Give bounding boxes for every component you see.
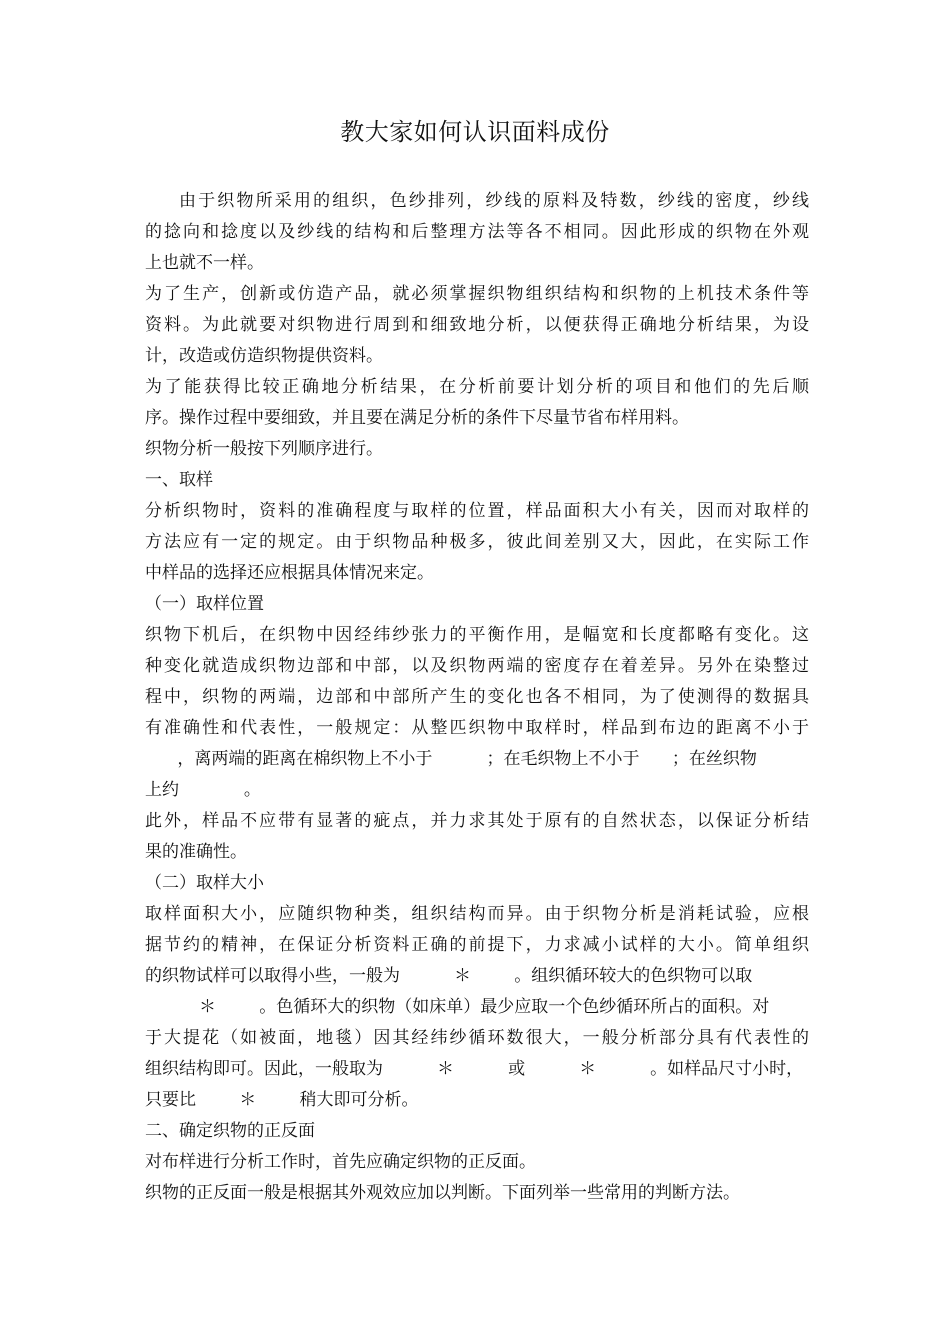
subsection-heading: （二）取样大小 [145,873,264,893]
paragraph-line: ＊ 。色循环大的织物（如床单）最少应取一个色纱循环所占的面积。对 [145,997,770,1017]
paragraph-line: 有准确性和代表性，一般规定：从整匹织物中取样时，样品到布边的距离不小于 [145,718,809,738]
paragraph-line: 方法应有一定的规定。由于织物品种极多，彼此间差别又大，因此，在实际工作 [145,532,809,552]
document-title: 教大家如何认识面料成份 [340,118,610,146]
paragraph-line: 上也就不一样。 [145,253,264,273]
paragraph-line: 计，改造或仿造织物提供资料。 [145,346,383,366]
paragraph-line: 种变化就造成织物边部和中部，以及织物两端的密度存在着差异。另外在染整过 [145,656,809,676]
paragraph-line: 据节约的精神，在保证分析资料正确的前提下，力求减小试样的大小。简单组织 [145,935,809,955]
paragraph-line: 组织结构即可。因此，一般取为 ＊ 或 ＊ 。如样品尺寸小时， [145,1059,804,1079]
paragraph-line: 资料。为此就要对织物进行周到和细致地分析，以便获得正确地分析结果，为设 [145,315,809,335]
paragraph-line: 序。操作过程中要细致，并且要在满足分析的条件下尽量节省布样用料。 [145,408,689,428]
paragraph-line: 织物的正反面一般是根据其外观效应加以判断。下面列举一些常用的判断方法。 [145,1183,740,1203]
paragraph-line: 果的准确性。 [145,842,247,862]
paragraph-line: 对布样进行分析工作时，首先应确定织物的正反面。 [145,1152,536,1172]
paragraph-line: 此外，样品不应带有显著的疵点，并力求其处于原有的自然状态，以保证分析结 [145,811,809,831]
paragraph-line: 的织物试样可以取得小些，一般为 ＊ 。组织循环较大的色织物可以取 [145,966,753,986]
paragraph-line: 分析织物时，资料的准确程度与取样的位置，样品面积大小有关，因而对取样的 [145,501,809,521]
paragraph-line: 中样品的选择还应根据具体情况来定。 [145,563,434,583]
section-heading: 一、取样 [145,470,213,490]
subsection-heading: （一）取样位置 [145,594,264,614]
section-heading: 二、确定织物的正反面 [145,1121,315,1141]
paragraph-line: 的捻向和捻度以及纱线的结构和后整理方法等各不相同。因此形成的织物在外观 [145,222,809,242]
paragraph-line: 取样面积大小，应随织物种类，组织结构而异。由于织物分析是消耗试验，应根 [145,904,809,924]
paragraph-line: 为了能获得比较正确地分析结果，在分析前要计划分析的项目和他们的先后顺 [145,377,809,397]
paragraph-line: 织物分析一般按下列顺序进行。 [145,439,383,459]
paragraph-line: 上约 。 [145,780,261,800]
paragraph-line: ，离两端的距离在棉织物上不小于 ；在毛织物上不小于 ；在丝织物 [145,749,757,769]
paragraph-line: 于大提花（如被面，地毯）因其经纬纱循环数很大，一般分析部分具有代表性的 [145,1028,809,1048]
paragraph-line: 只要比 ＊ 稍大即可分析。 [145,1090,419,1110]
paragraph-line: 程中，织物的两端，边部和中部所产生的变化也各不相同，为了使测得的数据具 [145,687,809,707]
paragraph-line: 为了生产，创新或仿造产品，就必须掌握织物组织结构和织物的上机技术条件等 [145,284,809,304]
document-body [145,186,809,1209]
paragraph-line: 织物下机后，在织物中因经纬纱张力的平衡作用，是幅宽和长度都略有变化。这 [145,625,809,645]
paragraph-line: 由于织物所采用的组织，色纱排列，纱线的原料及特数，纱线的密度，纱线 [179,191,809,211]
